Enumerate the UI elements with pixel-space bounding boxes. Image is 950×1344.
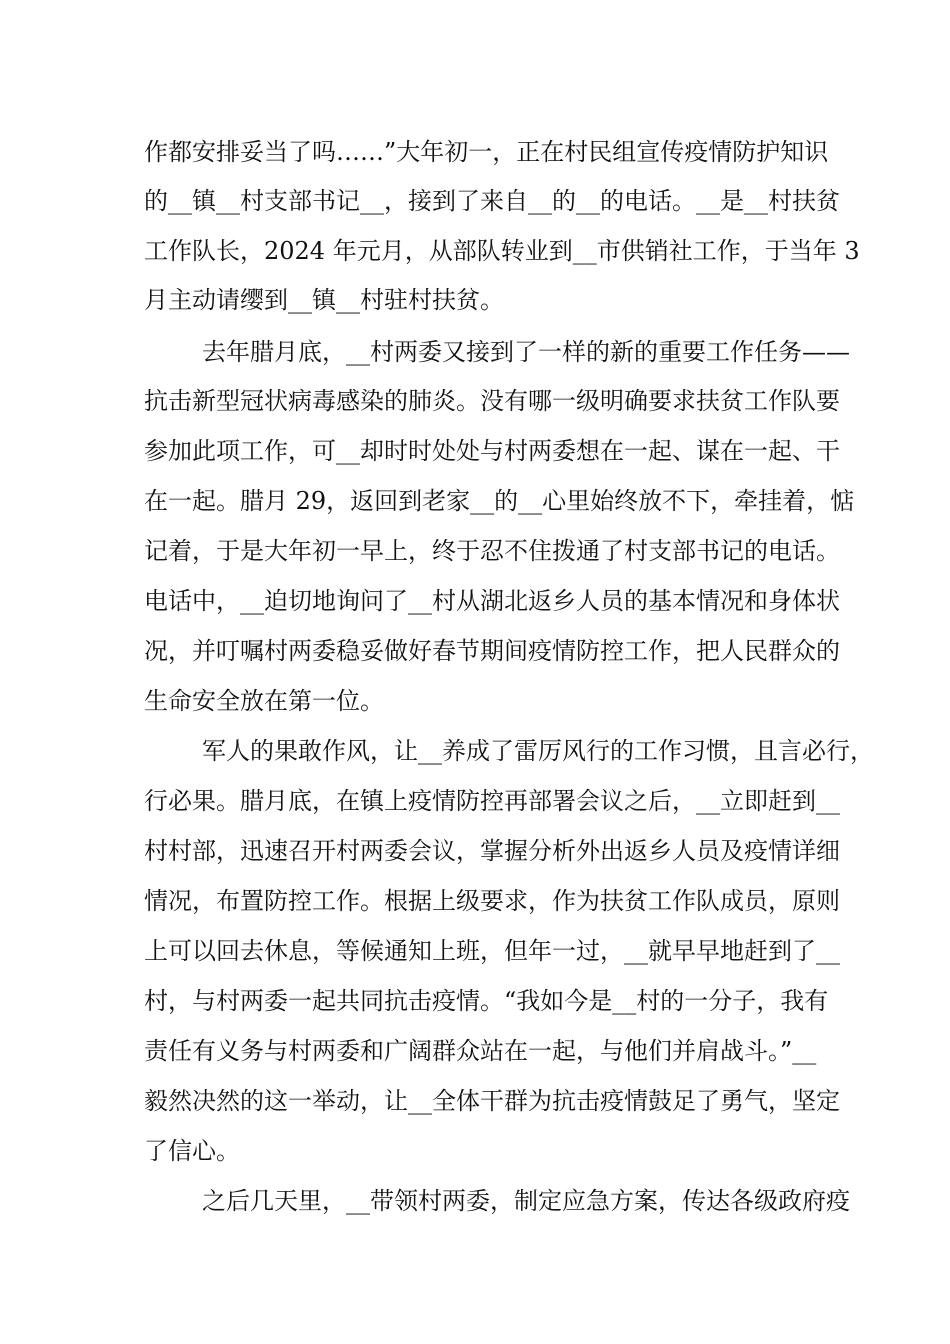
text-line: 的__镇__村支部书记__，接到了来自__的__的电话。__是__村扶贫 (144, 187, 840, 215)
paragraph-first-line: 军人的果敢作风，让__养成了雷厉风行的工作习惯，且言必行， (202, 737, 874, 765)
text-line: 电话中，__迫切地询问了__村从湖北返乡人员的基本情况和身体状 (144, 587, 840, 615)
text-line: 抗击新型冠状病毒感染的肺炎。没有哪一级明确要求扶贫工作队要 (144, 387, 840, 415)
text-line: 了信心。 (144, 1137, 240, 1165)
text-line: 行必果。腊月底，在镇上疫情防控再部署会议之后，__立即赶到__ (144, 787, 840, 815)
text-line: 记着，于是大年初一早上，终于忍不住拨通了村支部书记的电话。 (144, 537, 840, 565)
text-line: 村，与村两委一起共同抗击疫情。“我如今是__村的一分子，我有 (144, 987, 829, 1015)
text-line: 村村部，迅速召开村两委会议，掌握分析外出返乡人员及疫情详细 (144, 837, 840, 865)
paragraph-first-line: 去年腊月底，__村两委又接到了一样的新的重要工作任务—— (202, 338, 850, 366)
text-line: 工作队长，2024 年元月，从部队转业到__市供销社工作，于当年 3 (144, 237, 860, 265)
text-line: 责任有义务与村两委和广阔群众站在一起，与他们并肩战斗。”__ (144, 1037, 817, 1065)
text-line: 况，并叮嘱村两委稳妥做好春节期间疫情防控工作，把人民群众的 (144, 637, 840, 665)
text-line: 上可以回去休息，等候通知上班，但年一过，__就早早地赶到了__ (144, 937, 840, 965)
text-line: 在一起。腊月 29，返回到老家__的__心里始终放不下，牵挂着，惦 (144, 487, 855, 515)
text-line: 参加此项工作，可__却时时处处与村两委想在一起、谋在一起、干 (144, 437, 840, 465)
text-line: 毅然决然的这一举动，让__全体干群为抗击疫情鼓足了勇气，坚定 (144, 1087, 840, 1115)
paragraph-first-line: 之后几天里，__带领村两委，制定应急方案，传达各级政府疫 (202, 1187, 850, 1215)
text-line: 情况，布置防控工作。根据上级要求，作为扶贫工作队成员，原则 (144, 887, 840, 915)
text-line: 作都安排妥当了吗……”大年初一，正在村民组宣传疫情防护知识 (144, 138, 829, 166)
text-line: 月主动请缨到__镇__村驻村扶贫。 (144, 286, 504, 314)
text-line: 生命安全放在第一位。 (144, 687, 384, 715)
